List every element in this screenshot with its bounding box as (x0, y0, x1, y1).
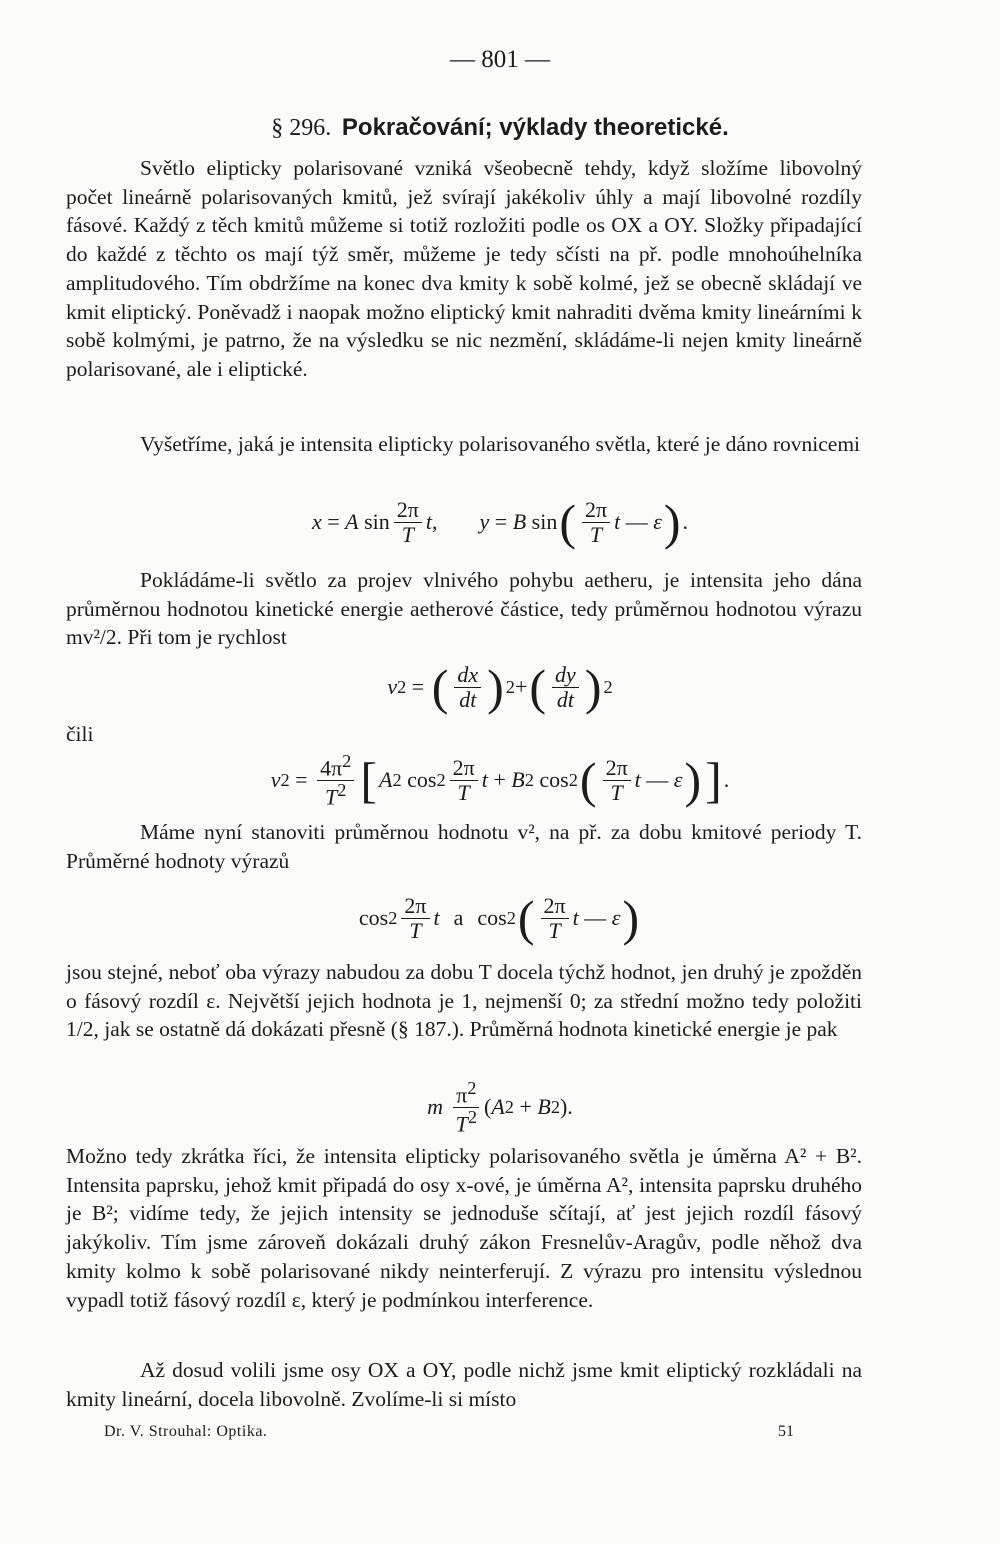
paragraph-7: Až dosud volili jsme osy OX a OY, podle nichž jsme kmit eliptický rozkládali na kmity lineární, docela libovolně. Zvolíme-li si místo (66, 1358, 862, 1411)
footer-signature: Dr. V. Strouhal: Optika. (104, 1423, 268, 1440)
footer-sheet-number: 51 (778, 1423, 794, 1440)
section-title: Pokračování; výklady theoretické. (341, 114, 729, 141)
paragraph-2: Vyšetříme, jaká je intensita elipticky polarisovaného světla, které je dáno rovnicemi (140, 432, 861, 456)
equation-5: m $\frac{\pi^2}{T^2}$ ( A 2 + B 2 ). (427, 1078, 573, 1136)
equation-4: cos 2 $\frac{2\pi}{T}$ t a cos 2 ( $\frac{2\pi}{T}$ t — ε ) (358, 890, 640, 946)
paragraph-6: Možno tedy zkrátka říci, že intensita elipticky polarisovaného světla je úměrna A² + B². Intensita paprsku, jehož kmit připadá do osy x-ové, je úměrna A², intensita paprsku druhého je B²; vidíme tedy, že jejich intensity se jednoduše sčítají, ať jest jejich rozdíl fásový jakýkoliv. Tím jsme zároveň dokázali druhý zákon Fresnelův-Aragův, podle něhož dva kmity kolmo k sobě polarisované nikdy neinterferují. Z výrazu pro intensitu výslednou vypadl totiž fásový rozdíl ε, který je podmínkou interference. (66, 1144, 862, 1312)
equation-3: v 2 = $\frac{4\pi^2}{T^2}$ [ A 2 cos 2 $\frac{2\pi}{T}$ t + B 2 cos 2 ( $\frac{2\pi}{T}$ t — ε ) ] . (270, 751, 730, 809)
section-sign: § 296. (271, 115, 332, 141)
section-heading (0, 114, 1000, 142)
paragraph-3: Pokládáme-li světlo za projev vlnivého pohybu aetheru, je intensita jeho dána průměrnou hodnotou kinetické energie aetherové částice, tedy průměrnou hodnotou výrazu mv²/2. Při tom je rychlost (66, 568, 862, 650)
paragraph-5: jsou stejné, neboť oba výrazy nabudou za dobu T docela týchž hodnot, jen druhý je zpožděn o fásový rozdíl ε. Největší jejich hodnota je 1, nejmenší 0; za střední možno tedy položiti 1/2, jak se ostatně dá dokázati přesně (§ 187.). Průměrná hodnota kinetické energie je pak (66, 960, 862, 1042)
paragraph-1: Světlo elipticky polarisované vzniká všeobecně tehdy, když složíme libovolný počet lineárně polarisovaných kmitů, jež svírají jakékoliv úhly a mají libovolné rozdíly fásové. Každý z těch kmitů můžeme si totiž rozložiti podle os OX a OY. Složky připadající do každé z těchto os mají týž směr, můžeme je tedy sčísti na př. podle mnohoúhelníka amplitudového. Tím obdržíme na konec dva kmity k sobě kolmé, jež se obecně skládají ve kmit eliptický. Poněvadž i naopak možno eliptický kmit nahraditi dvěma kmity lineárními k sobě kolmými, je patrno, že na výsledku se nic nezmění, skládáme-li nejen kmity lineárně polarisované, ale i eliptické. (66, 156, 862, 381)
equation-2: v 2 = ( $\frac{dx}{dt}$ ) 2 + ( $\frac{dy}{dt}$ ) 2 (387, 659, 613, 715)
cili-label: čili (66, 722, 94, 746)
page-number: — 801 — (450, 46, 550, 73)
paragraph-4: Máme nyní stanoviti průměrnou hodnotu v², na př. za dobu kmitové periody T. Průměrné hodnoty výrazů (66, 820, 862, 873)
equation-1: x = A sin $\frac{2\pi}{T}$ t , y = B sin ( $\frac{2\pi}{T}$ t — ε ) . (311, 494, 689, 550)
footer (104, 1423, 794, 1441)
